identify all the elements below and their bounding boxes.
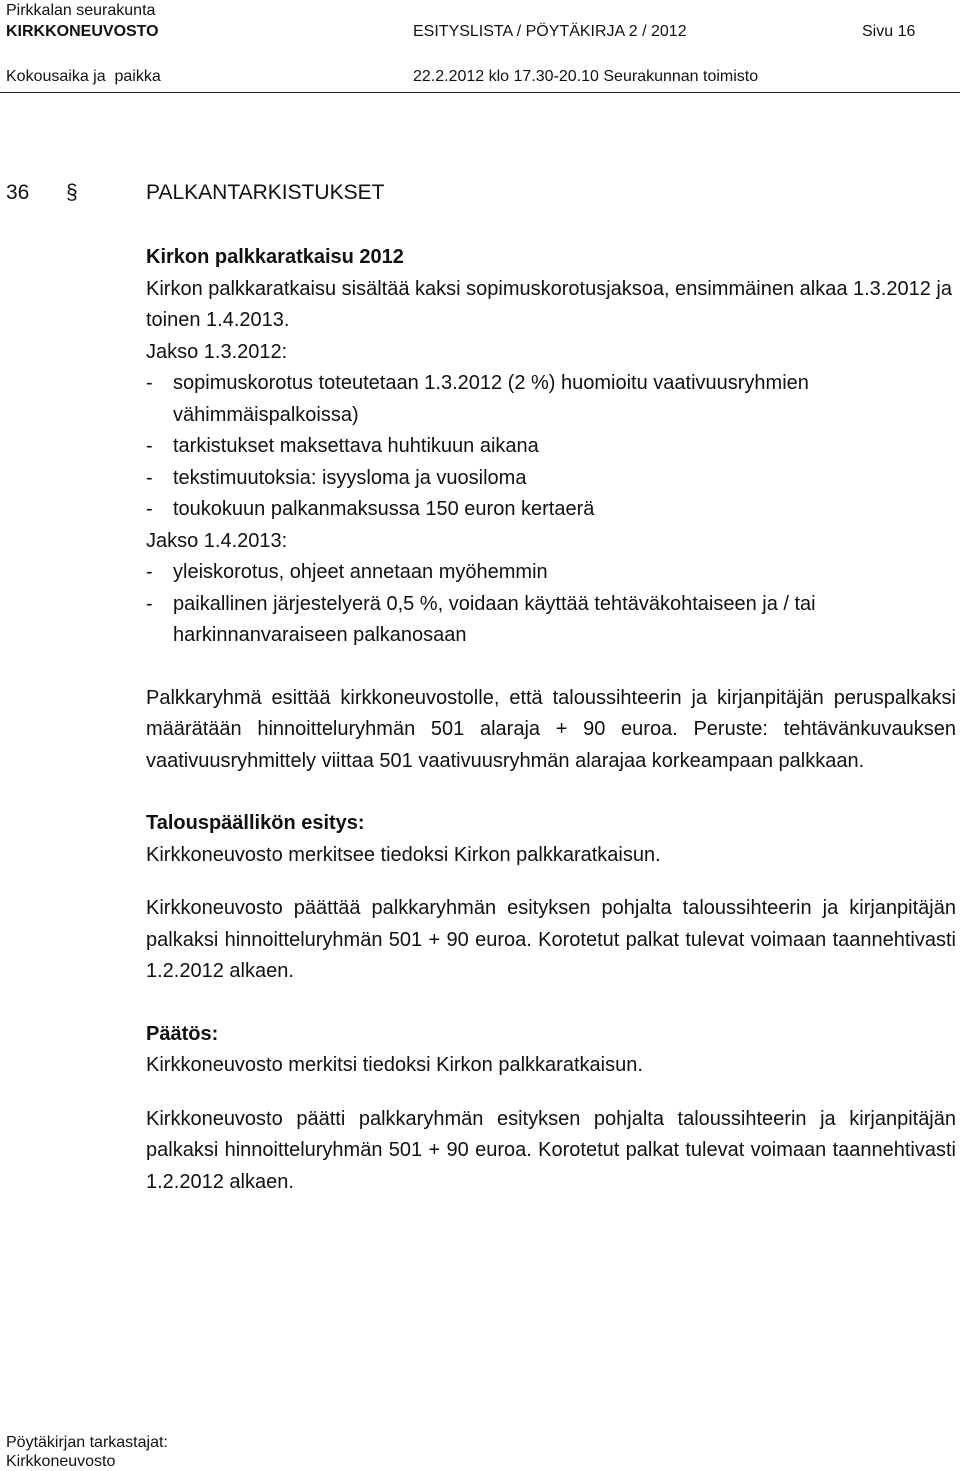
proposal-paragraph: Palkkaryhmä esittää kirkkoneuvostolle, että taloussihteerin ja kirjanpitäjän peruspalkaksi määrätään hinnoitteluryhmän 501 alaraja + 90 euroa. Peruste: tehtävänkuvauksen vaativuusryhmittely viittaa 501 vaativuusryhmän alarajaa korkeampaan palkkaan. [146, 686, 956, 772]
decision-heading: Päätös: [146, 1022, 219, 1045]
meeting-label: Kokousaika ja paikka [6, 68, 161, 85]
intro-paragraph: Kirkon palkkaratkaisu sisältää kaksi sopimuskorotusjaksoa, ensimmäinen alkaa 1.3.2012 ja toinen 1.4.2013. [146, 277, 952, 331]
manager-proposal-heading: Talouspäällikön esitys: [146, 812, 365, 834]
list-item: - tekstimuutoksia: isyysloma ja vuosiloma [146, 466, 527, 489]
decision-text-1: Kirkkoneuvosto merkitsi tiedoksi Kirkon palkkaratkaisun. [146, 1054, 643, 1076]
organization-name: Pirkkalan seurakunta [6, 2, 156, 19]
decision-text-2: Kirkkoneuvosto päätti palkkaryhmän esityksen pohjalta taloussihteerin ja kirjanpitäjän palkaksi hinnoitteluryhmän 501 + 90 euroa. Korotetut palkat tulevat voimaan taannehtivasti 1.2.2012 alkaen. [146, 1107, 956, 1193]
governing-body: KIRKKONEUVOSTO [6, 23, 159, 40]
list-item: - tarkistukset maksettava huhtikuun aikana [146, 435, 539, 457]
document-body [146, 242, 956, 1198]
section-title: PALKANTARKISTUKSET [146, 181, 385, 204]
period2-label: Jakso 1.4.2013: [146, 529, 288, 552]
list-item: - toukokuun palkanmaksussa 150 euron kertaerä [146, 498, 595, 520]
footer-value: Kirkkoneuvosto [6, 1453, 116, 1470]
document-title: ESITYSLISTA / PÖYTÄKIRJA 2 / 2012 [413, 23, 687, 40]
manager-proposal-text-2: Kirkkoneuvosto päättää palkkaryhmän esityksen pohjalta taloussihteerin ja kirjanpitäjän palkaksi hinnoitteluryhmän 501 + 90 euroa. Korotetut palkat tulevat voimaan taannehtivasti 1.2.2012 alkaen. [146, 897, 956, 982]
header-divider [0, 92, 960, 93]
page-number: Sivu 16 [862, 23, 916, 40]
meeting-value: 22.2.2012 klo 17.30-20.10 Seurakunnan toimisto [413, 68, 759, 85]
footer-label: Pöytäkirjan tarkastajat: [6, 1434, 168, 1451]
section-sign: § [66, 181, 78, 204]
subtitle: Kirkon palkkaratkaisu 2012 [146, 246, 404, 268]
list-item: - paikallinen järjestelyerä 0,5 %, voidaan käyttää tehtäväkohtaiseen ja / tai harkinnanvaraiseen palkanosaan [146, 592, 816, 646]
section-number: 36 [6, 181, 30, 204]
list-item: - yleiskorotus, ohjeet annetaan myöhemmin [146, 561, 548, 583]
list-item: - sopimuskorotus toteutetaan 1.3.2012 (2 %) huomioitu vaativuusryhmien vähimmäispalkoissa) [146, 372, 809, 426]
manager-proposal-text-1: Kirkkoneuvosto merkitsee tiedoksi Kirkon palkkaratkaisun. [146, 843, 661, 866]
period1-label: Jakso 1.3.2012: [146, 340, 288, 363]
